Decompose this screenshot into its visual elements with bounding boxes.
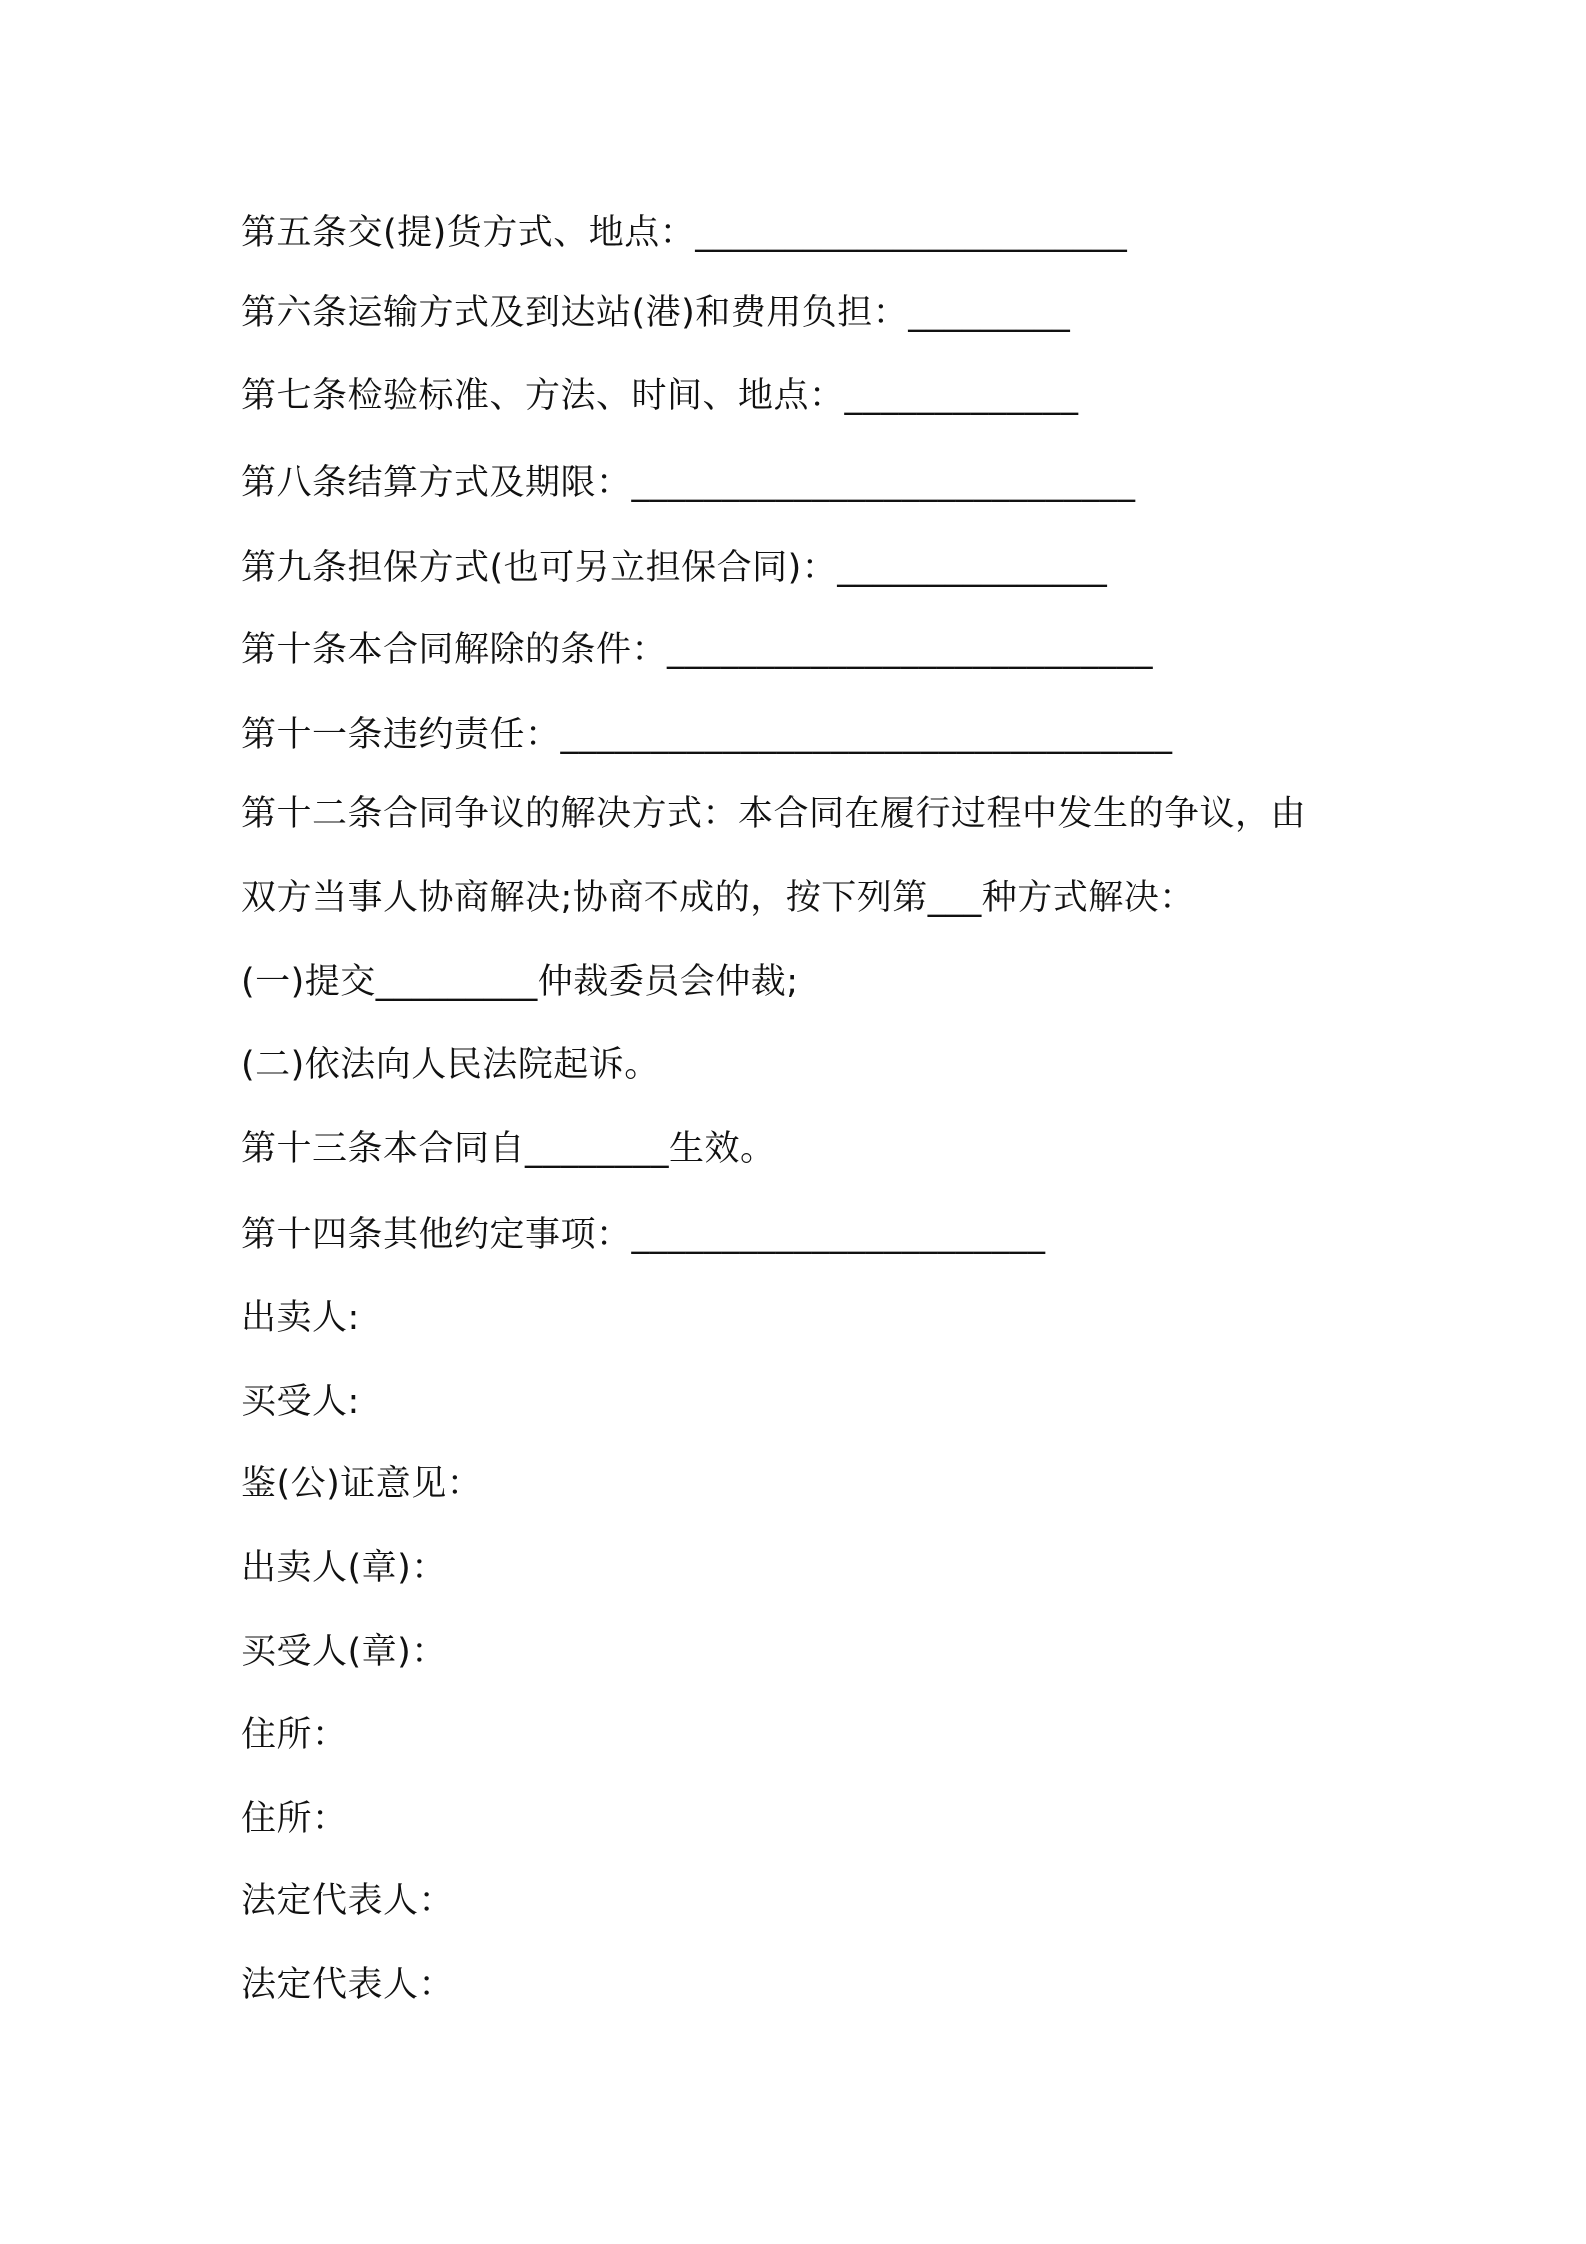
article-11-liability: 第十一条违约责任：__________________________________ (241, 715, 1173, 755)
dispute-option-arbitration: (一)提交_________仲裁委员会仲裁; (241, 962, 799, 1002)
article-9-guarantee: 第九条担保方式(也可另立担保合同)：_______________ (241, 548, 1108, 588)
buyer-seal-label: 买受人(章)： (241, 1632, 447, 1672)
seller-legal-rep-label: 法定代表人： (241, 1881, 455, 1921)
article-12-dispute-line-2: 双方当事人协商解决;协商不成的，按下列第___种方式解决： (241, 878, 1195, 918)
buyer-label: 买受人: (241, 1382, 360, 1422)
article-8-settlement: 第八条结算方式及期限：____________________________ (241, 463, 1136, 503)
article-6-transport: 第六条运输方式及到达站(港)和费用负担：_________ (241, 293, 1071, 333)
article-14-other-matters: 第十四条其他约定事项：_______________________ (241, 1215, 1046, 1255)
article-10-termination: 第十条本合同解除的条件：___________________________ (241, 630, 1154, 670)
article-12-dispute-line-1: 第十二条合同争议的解决方式：本合同在履行过程中发生的争议，由 (241, 794, 1307, 834)
buyer-address-label: 住所： (241, 1799, 348, 1839)
seller-seal-label: 出卖人(章)： (241, 1548, 447, 1588)
seller-label: 出卖人: (241, 1298, 360, 1338)
seller-address-label: 住所： (241, 1715, 348, 1755)
notary-opinion-label: 鉴(公)证意见： (241, 1464, 483, 1504)
buyer-legal-rep-label: 法定代表人： (241, 1965, 455, 2005)
article-13-effective-date: 第十三条本合同自________生效。 (241, 1129, 776, 1169)
dispute-option-court: (二)依法向人民法院起诉。 (241, 1045, 660, 1085)
article-7-inspection: 第七条检验标准、方法、时间、地点：_____________ (241, 376, 1079, 416)
article-5-delivery-method: 第五条交(提)货方式、地点：________________________ (241, 213, 1128, 253)
